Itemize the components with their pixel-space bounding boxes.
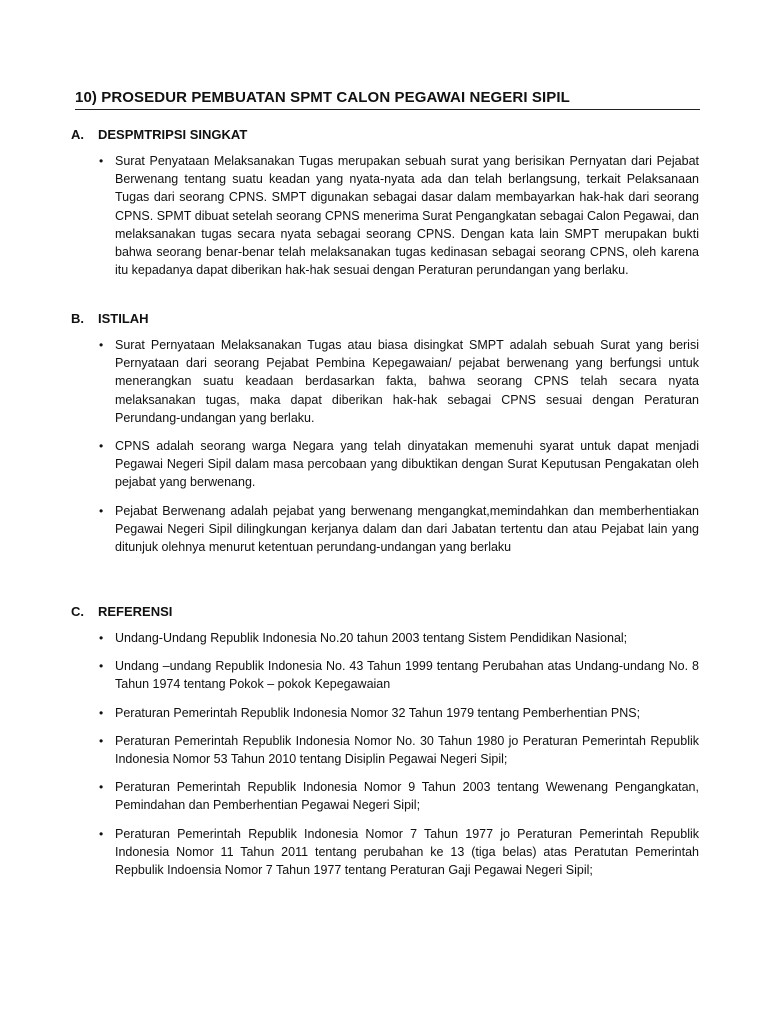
list-item-text: CPNS adalah seorang warga Negara yang telah dinyatakan memenuhi syarat untuk dapat menjadi Pegawai Negeri Sipil dalam masa percobaan yang dibuktikan dengan Surat Keputusan Pengakatan oleh pejabat yang berwenang. [115,439,699,490]
document-title: 10) PROSEDUR PEMBUATAN SPMT CALON PEGAWAI NEGERI SIPIL [75,89,700,110]
section-c-heading [71,602,699,620]
list-item-text: Pejabat Berwenang adalah pejabat yang berwenang mengangkat,memindahkan dan memberhentiakan Pegawai Negeri Sipil dilingkungan kerjanya dalam dan dari Jabatan tertentu dan atau Pejabat lain yang ditunjuk olehnya menurut ketentuan perundang-undangan yang berlaku [115,503,699,555]
section-c-title: REFERENSI [98,603,173,619]
bullet-icon: • [99,338,104,352]
list-item-text: Peraturan Pemerintah Republik Indonesia Nomor 32 Tahun 1979 tentang Pemberhentian PNS; [115,705,641,720]
bullet-icon: • [99,154,104,168]
list-item [71,437,699,492]
bullet-icon: • [99,659,104,674]
section-b-letter: B. [71,310,84,326]
list-item-text: Undang –undang Republik Indonesia No. 43 Tahun 1999 tentang Perubahan atas Undang-undang No. 8 Tahun 1974 tentang Pokok – pokok Kepegawaian [115,659,699,692]
section-b-title: ISTILAH [98,310,149,326]
list-item-text: Undang-Undang Republik Indonesia No.20 tahun 2003 tentang Sistem Pendidikan Nasional; [115,631,628,645]
section-b-heading [71,309,699,327]
section-c-letter: C. [71,603,84,619]
section-a-title: DESPMTRIPSI SINGKAT [98,126,248,142]
bullet-icon: • [99,439,104,454]
section-a-list [71,152,699,279]
list-item [71,336,699,427]
list-item [71,657,699,693]
section-b-list [71,336,699,556]
section-a-heading [71,125,699,143]
list-item [71,152,699,279]
list-item-text: Peraturan Pemerintah Republik Indonesia Nomor No. 30 Tahun 1980 jo Peraturan Pemerintah Republik Indonesia Nomor 53 Tahun 2010 tentang Disiplin Pegawai Negeri Sipil; [115,733,699,767]
bullet-icon: • [99,503,104,518]
list-item [71,732,699,768]
list-item-text: Peraturan Pemerintah Republik Indonesia Nomor 7 Tahun 1977 jo Peraturan Pemerintah Republik Indonesia Nomor 11 Tahun 2011 tentang perubahan ke 13 (tiga belas) atas Peratutan Pemerintah Repbulik Indoensia Nomor 7 Tahun 1977 tentang Peraturan Gaji Pegawai Negeri Sipil; [115,826,699,878]
bullet-icon: • [99,631,104,645]
section-c [71,602,699,879]
section-a [71,125,699,279]
list-item [71,502,699,557]
section-a-letter: A. [71,126,84,142]
list-item-text: Surat Pernyataan Melaksanakan Tugas atau biasa disingkat SMPT adalah sebuah Surat yang berisi Pernyataan dari seorang Pejabat Pembina Kepegawaian/ pejabat berwenang yang berfungsi untuk menerangkan suatu keadaan berdasarkan fakta, bahwa seorang CPNS telah secara nyata melaksanakan tugas, maka dapat diberikan hak-hak sebagai CPNS sesuai dengan Peraturan Perundang-undangan yang berlaku. [115,338,699,425]
bullet-icon: • [99,780,104,795]
list-item-text: Peraturan Pemerintah Republik Indonesia Nomor 9 Tahun 2003 tentang Wewenang Pengangkatan, Pemindahan dan Pemberhentian Pegawai Negeri Sipil; [115,780,699,813]
section-c-list [71,629,699,879]
section-b [71,309,699,556]
list-item [71,825,699,880]
list-item [71,778,699,814]
list-item [71,629,699,647]
bullet-icon: • [99,705,104,720]
list-item [71,704,699,722]
bullet-icon: • [99,733,104,748]
bullet-icon: • [99,826,104,841]
list-item-text: Surat Penyataan Melaksanakan Tugas merupakan sebuah surat yang berisikan Pernyatan dari Pejabat Berwenang tentang suatu keadan yang nyata-nyata ada dan telah berlangsung, terkait Pelaksanaan Tugas dari seorang CPNS. SMPT digunakan sebagai dasar dalam membayarkan hak-hak dari seorang CPNS. SPMT dibuat setelah seorang CPNS menerima Surat Pengangkatan sebagai Calon Pegawai, dan melaksanakan tugas secara nyata sebagai seorang CPNS. Dengan kata lain SMPT merupakan bukti bahwa seorang benar-benar telah melaksanakan tugas kedinasan sebagai seorang CPNS, oleh karena itu kepadanya dapat diberikan hak-hak sesuai dengan Peraturan perundangan yang berlaku. [115,154,699,278]
